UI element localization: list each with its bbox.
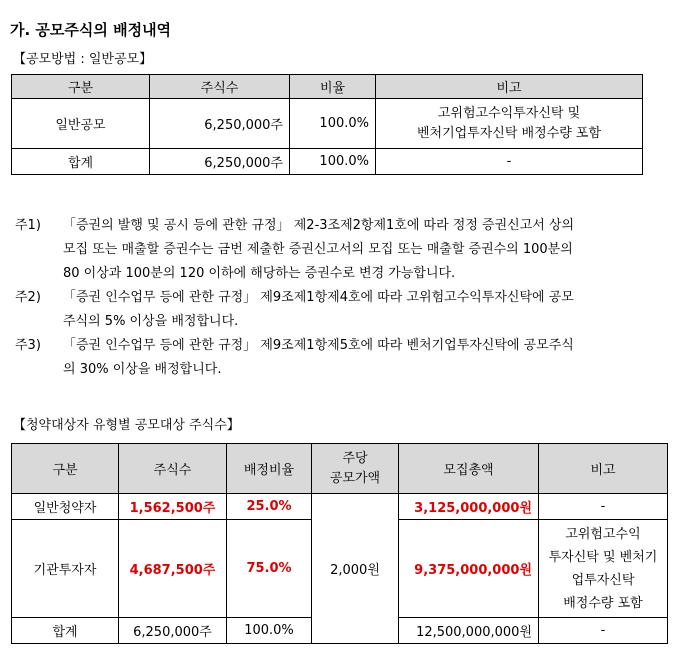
header-total: 모집총액 — [399, 444, 539, 494]
footnote — [15, 286, 640, 334]
footnote-line: 모집 또는 매출할 증권수는 금번 제출한 증권신고서의 모집 또는 매출할 증권수의 100분의 — [63, 242, 573, 257]
header-price — [312, 444, 399, 494]
offering-method-label: 【공모방법 : 일반공모】 — [13, 52, 153, 67]
cell-ratio: 100.0% — [227, 618, 312, 644]
note-line: 고위험고수익투자신탁 및 — [437, 105, 581, 121]
footnote — [15, 334, 640, 382]
cell-note: - — [539, 494, 668, 520]
allocation-table — [11, 74, 643, 175]
cell-total: 12,500,000,000원 — [399, 618, 539, 644]
footnote-line: 「증권 인수업무 등에 관한 규정」 제9조제1항제4호에 따라 고위험고수익투자신탁에 공모 — [63, 290, 574, 305]
footnote-line: 의 30% 이상을 배정합니다. — [63, 362, 222, 377]
cell-ratio: 100.0% — [290, 99, 376, 149]
cell-ratio: 25.0% — [227, 494, 312, 520]
header-ratio: 배정비율 — [227, 444, 312, 494]
footnote-line: 주식의 5% 이상을 배정합니다. — [63, 314, 239, 329]
cell-shares: 6,250,000주 — [119, 618, 227, 644]
header-shares: 주식수 — [119, 444, 227, 494]
cell-ratio: 75.0% — [227, 520, 312, 618]
cell-category: 일반청약자 — [12, 494, 119, 520]
table-header-row — [12, 444, 668, 494]
table-row — [12, 494, 668, 520]
cell-note — [539, 520, 668, 618]
cell-price: 2,000원 — [312, 494, 399, 644]
cell-note: - — [376, 149, 643, 175]
section-heading: 가. 공모주식의 배정내역 — [10, 21, 172, 39]
footnote-number: 주3) — [15, 338, 41, 353]
cell-total: 3,125,000,000원 — [399, 494, 539, 520]
cell-category: 기관투자자 — [12, 520, 119, 618]
header-note: 비고 — [539, 444, 668, 494]
cell-shares: 4,687,500주 — [119, 520, 227, 618]
subscriber-table — [11, 443, 668, 644]
note-line: 벤처기업투자신탁 배정수량 포함 — [416, 125, 602, 141]
table-row — [12, 99, 643, 149]
cell-shares: 1,562,500주 — [119, 494, 227, 520]
footnote-number: 주2) — [15, 290, 41, 305]
header-price-line: 공모가액 — [329, 470, 381, 486]
cell-category: 합계 — [12, 149, 150, 175]
note-line: 업투자신탁 — [571, 572, 635, 588]
cell-note: - — [539, 618, 668, 644]
note-line: 배정수량 포함 — [563, 595, 643, 611]
subscriber-type-label: 【청약대상자 유형별 공모대상 주식수】 — [13, 418, 240, 433]
header-price-line: 주당 — [342, 450, 368, 466]
footnote-line: 「증권의 발행 및 공시 등에 관한 규정」 제2-3조제2항제1호에 따라 정정 증권신고서 상의 — [63, 218, 575, 233]
header-ratio: 비율 — [290, 75, 376, 99]
cell-category: 합계 — [12, 618, 119, 644]
header-category: 구분 — [12, 75, 150, 99]
header-shares: 주식수 — [150, 75, 290, 99]
header-category: 구분 — [12, 444, 119, 494]
cell-shares: 6,250,000주 — [150, 99, 290, 149]
header-note: 비고 — [376, 75, 643, 99]
table-row — [12, 149, 643, 175]
footnotes — [15, 214, 640, 382]
footnote-line: 「증권 인수업무 등에 관한 규정」 제9조제1항제5호에 따라 벤처기업투자신탁에 공모주식 — [63, 338, 574, 353]
cell-total: 9,375,000,000원 — [399, 520, 539, 618]
footnote-number: 주1) — [15, 218, 41, 233]
cell-category: 일반공모 — [12, 99, 150, 149]
table-header-row — [12, 75, 643, 99]
footnote — [15, 214, 640, 286]
footnote-line: 80 이상과 100분의 120 이하에 해당하는 증권수로 변경 가능합니다. — [63, 266, 456, 281]
cell-ratio: 100.0% — [290, 149, 376, 175]
cell-shares: 6,250,000주 — [150, 149, 290, 175]
note-line: 고위험고수익 — [565, 526, 641, 542]
cell-note — [376, 99, 643, 149]
note-line: 투자신탁 및 벤처기 — [548, 549, 658, 565]
